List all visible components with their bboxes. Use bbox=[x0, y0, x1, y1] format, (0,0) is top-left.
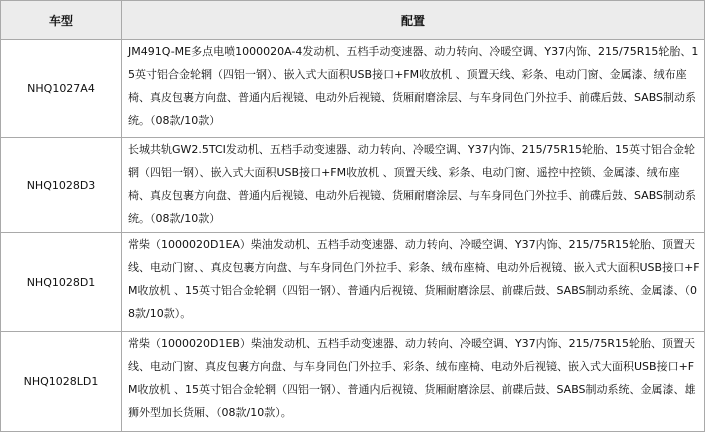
table-row bbox=[1, 233, 705, 332]
config-cell: JM491Q-ME多点电喷1000020A-4发动机、五档手动变速器、动力转向、冷暖空调、Y37内饰、215/75R15轮胎、15英寸铝合金轮辋（四铝一钢）、嵌入式大面积USB接口+FM收放机 、顶置天线、彩条、电动门窗、金属漆、绒布座椅、真皮包裹方向盘、普通内后视镜、电动外后视镜、货厢耐磨涂层、与车身同色门外拉手、前碟后鼓、SABS制动系统。（08款/10款） bbox=[122, 40, 705, 138]
table-row bbox=[1, 332, 705, 432]
model-cell: NHQ1028LD1 bbox=[1, 332, 122, 432]
model-cell: NHQ1028D1 bbox=[1, 233, 122, 332]
config-cell: 长城共轨GW2.5TCI发动机、五档手动变速器、动力转向、冷暖空调、Y37内饰、215/75R15轮胎、15英寸铝合金轮辋（四铝一钢）、嵌入式大面积USB接口+FM收放机 、顶置天线、彩条、电动门窗、遥控中控锁、金属漆、绒布座椅、真皮包裹方向盘、普通内后视镜、电动外后视镜、货厢耐磨涂层、与车身同色门外拉手、前碟后鼓、SABS制动系统。（08款/10款） bbox=[122, 137, 705, 233]
table-header-row bbox=[1, 1, 705, 40]
model-cell: NHQ1028D3 bbox=[1, 137, 122, 233]
column-header-config: 配置 bbox=[122, 1, 705, 40]
model-cell: NHQ1027A4 bbox=[1, 40, 122, 138]
table-row bbox=[1, 40, 705, 138]
config-cell: 常柴（1000020D1EB）柴油发动机、五档手动变速器、动力转向、冷暖空调、Y37内饰、215/75R15轮胎、顶置天线、电动门窗、真皮包裹方向盘、与车身同色门外拉手、彩条、绒布座椅、电动外后视镜、嵌入式大面积USB接口+FM收放机 、15英寸铝合金轮辋（四铝一钢）、普通内后视镜、货厢耐磨涂层、前碟后鼓、SABS制动系统、金属漆、雄狮外型加长货厢、（08款/10款）。 bbox=[122, 332, 705, 432]
table-row bbox=[1, 137, 705, 233]
column-header-model: 车型 bbox=[1, 1, 122, 40]
config-cell: 常柴（1000020D1EA）柴油发动机、五档手动变速器、动力转向、冷暖空调、Y37内饰、215/75R15轮胎、顶置天线、电动门窗、、真皮包裹方向盘、与车身同色门外拉手、彩条、绒布座椅、电动外后视镜、嵌入式大面积USB接口+FM收放机 、15英寸铝合金轮辋（四铝一钢）、普通内后视镜、货厢耐磨涂层、前碟后鼓、SABS制动系统、金属漆、（08款/10款）。 bbox=[122, 233, 705, 332]
